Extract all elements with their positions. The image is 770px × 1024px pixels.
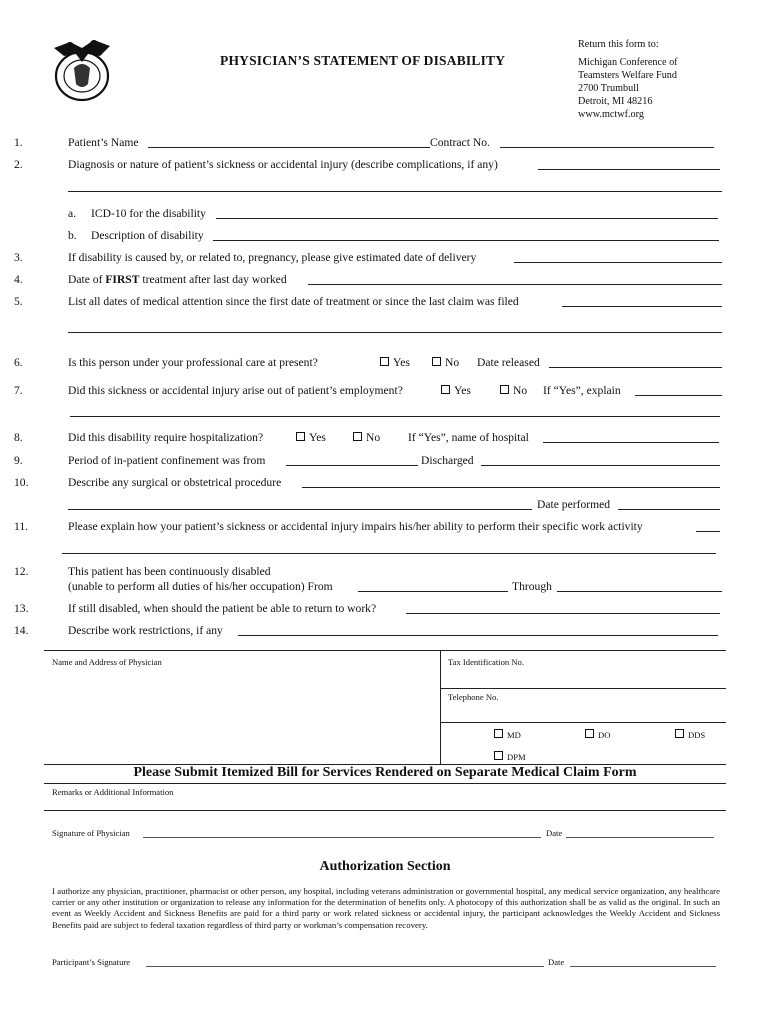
q10-number: 10. — [14, 476, 29, 489]
divider — [44, 650, 726, 651]
q5-label: List all dates of medical attention since the first date of treatment or since the last claim was filed — [68, 295, 519, 308]
q4-label: Date of FIRST treatment after last day worked — [68, 273, 287, 286]
page-title: PHYSICIAN’S STATEMENT OF DISABILITY — [220, 53, 506, 68]
icd10-field[interactable] — [216, 218, 718, 219]
telephone-field[interactable] — [440, 722, 726, 723]
return-line: Detroit, MI 48216 — [578, 96, 653, 107]
q6-no-option[interactable]: No — [432, 356, 459, 369]
q9-number: 9. — [14, 454, 23, 467]
q7-number: 7. — [14, 384, 23, 397]
physician-date-field[interactable] — [566, 837, 714, 838]
q2b-label: Description of disability — [91, 229, 204, 242]
q8-no-option[interactable]: No — [353, 431, 380, 444]
procedure-field[interactable] — [302, 487, 720, 488]
checkbox[interactable] — [432, 357, 441, 366]
work-restrictions-field[interactable] — [238, 635, 718, 636]
md-option[interactable]: MD — [494, 729, 521, 740]
q7-yes-option[interactable]: Yes — [441, 384, 471, 397]
q7-no-option[interactable]: No — [500, 384, 527, 397]
disabled-from-field[interactable] — [358, 591, 508, 592]
dpm-option[interactable]: DPM — [494, 751, 526, 762]
q9-discharged-label: Discharged — [421, 454, 474, 467]
q8-label: Did this disability require hospitalization? — [68, 431, 264, 444]
work-impairment-field[interactable] — [696, 531, 720, 532]
q6-yes-option[interactable]: Yes — [380, 356, 410, 369]
checkbox[interactable] — [585, 729, 594, 738]
tax-id-label: Tax Identification No. — [448, 657, 525, 667]
participant-signature-field[interactable] — [146, 966, 544, 967]
q6-label: Is this person under your professional care at present? — [68, 356, 318, 369]
physician-signature-field[interactable] — [143, 837, 541, 838]
q3-number: 3. — [14, 251, 23, 264]
teamsters-logo — [48, 34, 114, 104]
q10-date-label: Date performed — [537, 498, 611, 511]
submit-banner: Please Submit Itemized Bill for Services Rendered on Separate Medical Claim Form — [133, 765, 637, 780]
return-line: 2700 Trumbull — [578, 83, 639, 94]
q1-label: Patient’s Name — [68, 136, 139, 149]
participant-date-field[interactable] — [570, 966, 716, 967]
date-released-field[interactable] — [549, 367, 722, 368]
description-field[interactable] — [213, 240, 719, 241]
authorization-paragraph: I authorize any physician, practitioner, pharmacist or other person, any hospital, including veterans administration or governmental hospital, any medical service organization, any healthcare carrier or any other institution or organization to release any information for the determination of benefits only. A photocopy of this authorization shall be as valid as the original. In such an event as Weekly Accident and Sickness Benefits are paid for a third party or work related sickness or accidental injury, the participant acknowledges the Weekly Accident and Sickness Benefits paid are subject to federal taxation regardless of third party or workman’s compensation recovery. — [52, 886, 720, 930]
return-to-work-field[interactable] — [406, 613, 720, 614]
q12-through-label: Through — [512, 580, 552, 593]
q2b-letter: b. — [68, 229, 77, 242]
q1-number: 1. — [14, 136, 23, 149]
physician-name-address-field[interactable] — [46, 668, 436, 760]
disabled-through-field[interactable] — [557, 591, 722, 592]
q2a-label: ICD-10 for the disability — [91, 207, 206, 220]
q6-number: 6. — [14, 356, 23, 369]
remarks-field[interactable] — [46, 798, 724, 808]
medical-dates-field[interactable] — [562, 306, 722, 307]
q8-hospital-label: If “Yes”, name of hospital — [408, 431, 529, 444]
q7-explain-label: If “Yes”, explain — [543, 384, 621, 397]
employment-explain-field-line2[interactable] — [70, 416, 720, 417]
q12-label: This patient has been continuously disabled — [68, 565, 271, 578]
physician-signature-label: Signature of Physician — [52, 828, 130, 838]
return-label: Return this form to: — [578, 39, 659, 50]
q4-number: 4. — [14, 273, 23, 286]
checkbox[interactable] — [353, 432, 362, 441]
checkbox[interactable] — [500, 385, 509, 394]
authorization-title: Authorization Section — [319, 859, 451, 874]
q14-label: Describe work restrictions, if any — [68, 624, 223, 637]
delivery-date-field[interactable] — [514, 262, 722, 263]
checkbox[interactable] — [380, 357, 389, 366]
q8-yes-option[interactable]: Yes — [296, 431, 326, 444]
physician-name-address-label: Name and Address of Physician — [52, 657, 162, 667]
q6-released-label: Date released — [477, 356, 540, 369]
telephone-label: Telephone No. — [448, 692, 499, 702]
checkbox[interactable] — [296, 432, 305, 441]
contract-number-field[interactable] — [500, 147, 714, 148]
checkbox[interactable] — [675, 729, 684, 738]
confinement-from-field[interactable] — [286, 465, 418, 466]
return-address — [578, 38, 678, 121]
divider — [44, 783, 726, 784]
q11-label: Please explain how your patient’s sickness or accidental injury impairs his/her ability to perform their specific work activity — [68, 520, 643, 533]
q2-number: 2. — [14, 158, 23, 171]
return-line: Michigan Conference of — [578, 57, 678, 68]
first-treatment-date-field[interactable] — [308, 284, 722, 285]
checkbox[interactable] — [441, 385, 450, 394]
employment-explain-field[interactable] — [635, 395, 722, 396]
checkbox[interactable] — [494, 751, 503, 760]
q11-number: 11. — [14, 520, 29, 533]
q10-label: Describe any surgical or obstetrical procedure — [68, 476, 282, 489]
hospital-name-field[interactable] — [543, 442, 719, 443]
do-option[interactable]: DO — [585, 729, 610, 740]
participant-date-label: Date — [548, 957, 565, 967]
medical-dates-field-line2[interactable] — [68, 332, 722, 333]
checkbox[interactable] — [494, 729, 503, 738]
patient-name-field[interactable] — [148, 147, 430, 148]
q5-number: 5. — [14, 295, 23, 308]
return-line: Teamsters Welfare Fund — [578, 70, 677, 81]
q12-label-2: (unable to perform all duties of his/her occupation) From — [68, 580, 333, 593]
q12-number: 12. — [14, 565, 29, 578]
q2-label: Diagnosis or nature of patient’s sickness or accidental injury (describe complications, if any) — [68, 158, 498, 171]
tax-id-field[interactable] — [440, 688, 726, 689]
divider — [440, 650, 441, 764]
q3-label: If disability is caused by, or related to, pregnancy, please give estimated date of delivery — [68, 251, 477, 264]
diagnosis-field[interactable] — [538, 169, 720, 170]
discharged-field[interactable] — [481, 465, 720, 466]
q8-number: 8. — [14, 431, 23, 444]
q2a-letter: a. — [68, 207, 77, 220]
dds-option[interactable]: DDS — [675, 729, 705, 740]
remarks-label: Remarks or Additional Information — [52, 787, 174, 797]
q7-label: Did this sickness or accidental injury arise out of patient’s employment? — [68, 384, 403, 397]
diagnosis-field-line2[interactable] — [68, 191, 722, 192]
q1-contract-label: Contract No. — [430, 136, 490, 149]
procedure-field-line2[interactable] — [68, 509, 532, 510]
divider — [44, 810, 726, 811]
work-impairment-field-line2[interactable] — [62, 553, 716, 554]
return-line: www.mctwf.org — [578, 109, 644, 120]
q9-label: Period of in-patient confinement was from — [68, 454, 266, 467]
q13-number: 13. — [14, 602, 29, 615]
date-performed-field[interactable] — [618, 509, 720, 510]
participant-signature-label: Participant’s Signature — [52, 957, 131, 967]
q14-number: 14. — [14, 624, 29, 637]
physician-date-label: Date — [546, 828, 563, 838]
q13-label: If still disabled, when should the patient be able to return to work? — [68, 602, 377, 615]
